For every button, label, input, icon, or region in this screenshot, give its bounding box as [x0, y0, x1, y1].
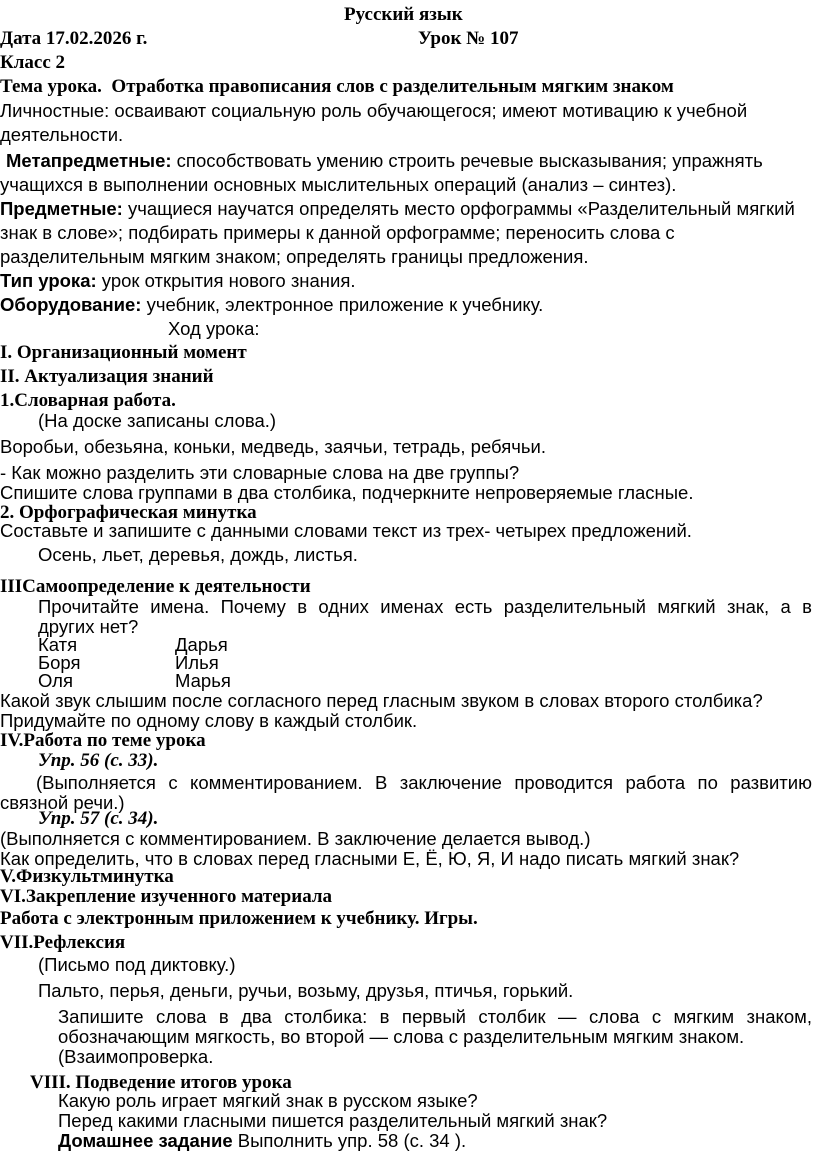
- dictation-note: (Письмо под диктовку.): [38, 954, 236, 975]
- equipment-text: учебник, электронное приложение к учебнику.: [141, 294, 544, 315]
- spelling-minute-words: Осень, льет, деревья, дождь, листья.: [38, 544, 358, 565]
- metasubject-text: способствовать умению строить речевые высказывания; упражнять: [171, 150, 763, 171]
- exercise-56-note-line-2: связной речи.): [0, 792, 125, 813]
- vocabulary-task: Спишите слова группами в два столбика, подчеркните непроверяемые гласные.: [0, 482, 694, 503]
- self-determination-line-1: Прочитайте имена. Почему в одних именах есть разделительный мягкий знак, а в: [38, 596, 812, 617]
- self-determination-line-2: других нет?: [38, 616, 139, 637]
- word-prompt: Придумайте по одному слову в каждый столбик.: [0, 710, 418, 731]
- section-4-heading: IV.Работа по теме урока: [0, 730, 206, 751]
- lesson-type-text: урок открытия нового знания.: [96, 270, 356, 291]
- vocabulary-question: - Как можно разделить эти словарные слова на две группы?: [0, 462, 520, 483]
- metasubject-line-2: учащихся в выполнении основных мыслительных операций (анализ – синтез).: [0, 174, 677, 195]
- equipment: [0, 294, 543, 316]
- lesson-date: Дата 17.02.2026 г.: [0, 28, 148, 49]
- metasubject-label: Метапредметные:: [6, 150, 172, 171]
- subject-goals-text: учащиеся научатся определять место орфограммы «Разделительный мягкий: [122, 198, 795, 219]
- name-right-2: Илья: [175, 652, 219, 673]
- soft-sign-question: Как определить, что в словах перед гласными Е, Ё, Ю, Я, И надо писать мягкий знак?: [0, 848, 740, 869]
- personal-line-2: деятельности.: [0, 124, 124, 145]
- reflection-task-line-1: Запишите слова в два столбика: в первый столбик — слова с мягким знаком,: [58, 1006, 812, 1027]
- name-left-3: Оля: [38, 670, 73, 691]
- subject-goals-label: Предметные:: [0, 198, 123, 219]
- lesson-number: Урок № 107: [418, 28, 519, 49]
- course-title: Ход урока:: [168, 318, 260, 339]
- section-5-heading: V.Физкультминутка: [0, 866, 174, 887]
- summary-question-1: Какую роль играет мягкий знак в русском языке?: [58, 1090, 478, 1111]
- exercise-57: Упр. 57 (с. 34).: [38, 808, 159, 829]
- subject-goals-line-3: разделительным мягким знаком; определять границы предложения.: [0, 246, 589, 267]
- section-8-heading: VIII. Подведение итогов урока: [30, 1072, 292, 1093]
- summary-question-2: Перед какими гласными пишется разделительный мягкий знак?: [58, 1110, 608, 1131]
- sound-question: Какой звук слышим после согласного перед гласным звуком в словах второго столбика?: [0, 690, 763, 711]
- lesson-topic: [0, 76, 674, 98]
- name-right-1: Дарья: [175, 634, 228, 655]
- reflection-task-line-2: обозначающим мягкость, во второй — слова с разделительным мягким знаком.: [58, 1026, 745, 1047]
- lesson-type: [0, 270, 356, 292]
- topic-label: Тема урока.: [0, 76, 102, 97]
- name-left-1: Катя: [38, 634, 78, 655]
- exercise-56: Упр. 56 (с. 33).: [38, 750, 159, 771]
- reflection-task-line-3: (Взаимопроверка.: [58, 1046, 214, 1067]
- section-3-heading: IIIСамоопределение к деятельности: [0, 576, 311, 597]
- exercise-57-note: (Выполняется с комментированием. В заключение делается вывод.): [0, 828, 591, 849]
- spelling-minute-task: Составьте и запишите с данными словами текст из трех- четырех предложений.: [0, 520, 692, 541]
- electronic-app-work: Работа с электронным приложением к учебнику. Игры.: [0, 908, 478, 929]
- subject-title: Русский язык: [344, 4, 463, 25]
- name-left-2: Боря: [38, 652, 81, 673]
- section-6-heading: VI.Закрепление изученного материала: [0, 886, 333, 907]
- exercise-56-note-line-1: (Выполняется с комментированием. В заключение проводится работа по развитию: [36, 772, 812, 793]
- homework: [58, 1130, 466, 1152]
- section-1-heading: I. Организационный момент: [0, 342, 247, 363]
- vocabulary-note: (На доске записаны слова.): [38, 410, 277, 431]
- vocabulary-words: Воробьи, обезьяна, коньки, медведь, заячьи, тетрадь, ребячьи.: [0, 436, 547, 457]
- homework-label: Домашнее задание: [58, 1130, 233, 1151]
- name-right-3: Марья: [175, 670, 231, 691]
- homework-text: Выполнить упр. 58 (с. 34 ).: [232, 1130, 467, 1151]
- lesson-type-label: Тип урока:: [0, 270, 97, 291]
- subject-goals-line-2: знак в слове»; подбирать примеры к данной орфограмме; переносить слова с: [0, 222, 675, 243]
- section-2-heading: II. Актуализация знаний: [0, 366, 214, 387]
- spelling-minute-heading: 2. Орфографическая минутка: [0, 502, 257, 523]
- personal-line-1: Личностные: осваивают социальную роль обучающегося; имеют мотивацию к учебной: [0, 100, 748, 121]
- equipment-label: Оборудование:: [0, 294, 142, 315]
- section-7-heading: VII.Рефлексия: [0, 932, 126, 953]
- vocabulary-work-heading: 1.Словарная работа.: [0, 390, 176, 411]
- metasubject-line-1: [6, 150, 763, 172]
- class-label: Класс 2: [0, 52, 66, 73]
- topic-text: Отработка правописания слов с разделительным мягким знаком: [111, 76, 674, 97]
- dictation-words: Пальто, перья, деньги, ручьи, возьму, друзья, птичья, горький.: [38, 980, 574, 1001]
- subject-goals-line-1: [0, 198, 795, 220]
